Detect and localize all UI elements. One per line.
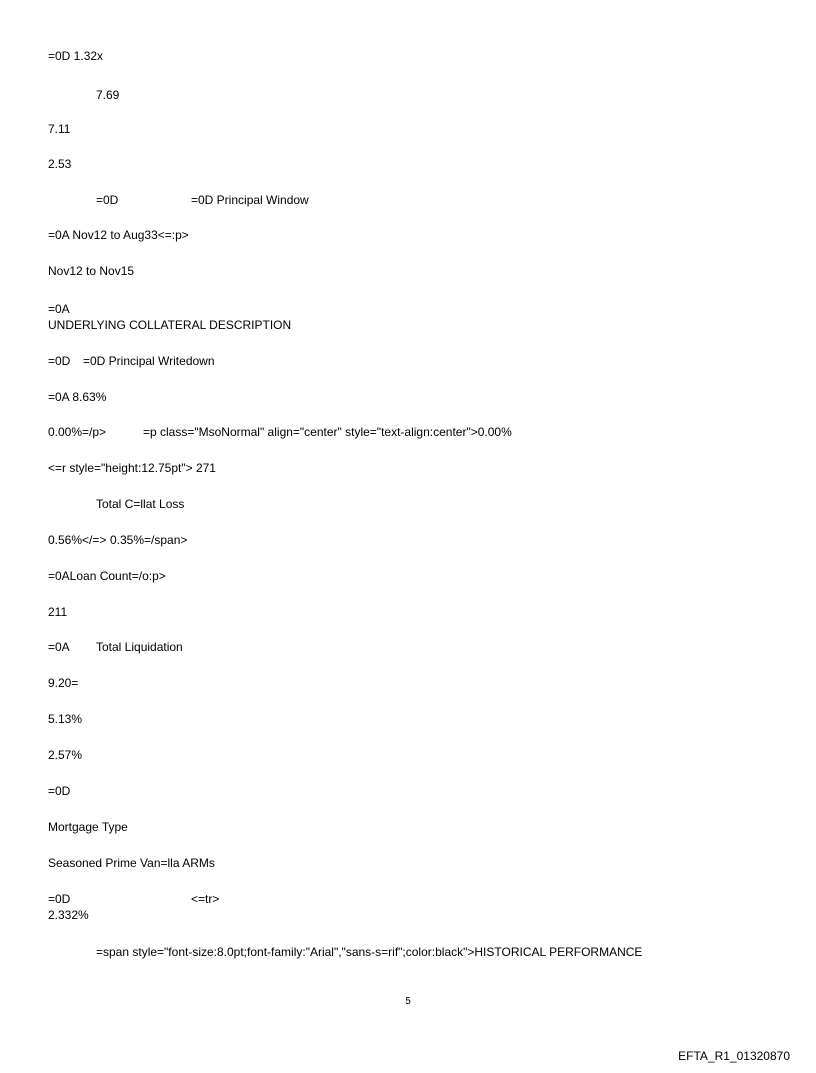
text-line: Seasoned Prime Van=lla ARMs xyxy=(48,856,215,870)
text-line: 2.332% xyxy=(48,908,89,922)
text-segment: =p class="MsoNormal" align="center" style="text-align:center">0.00% xyxy=(143,425,512,439)
text-line: =0ALoan Count=/o:p> xyxy=(48,569,166,583)
text-line: 7.11 xyxy=(48,122,71,136)
text-line: Mortgage Type xyxy=(48,820,128,834)
text-segment: =0D xyxy=(48,354,71,368)
text-segment: =0D xyxy=(96,193,119,207)
text-line: 9.20= xyxy=(48,676,79,690)
text-segment: 0.35%=/span> xyxy=(110,533,188,547)
text-line: =0A 8.63% xyxy=(48,390,107,404)
text-line: Nov12 to Nov15 xyxy=(48,264,135,278)
text-segment: =0D xyxy=(48,892,71,906)
text-segment: 0.00%=/p> xyxy=(48,425,107,439)
text-line: 5.13% xyxy=(48,712,83,726)
text-line: =0D 1.32x xyxy=(48,49,104,63)
text-line: =0A Nov12 to Aug33<=:p> xyxy=(48,228,189,242)
section-heading: UNDERLYING COLLATERAL DESCRIPTION xyxy=(48,318,292,332)
text-line: 2.53 xyxy=(48,157,72,171)
text-line: Total C=llat Loss xyxy=(96,497,185,511)
text-segment: =0A xyxy=(48,640,70,654)
document-id: EFTA_R1_01320870 xyxy=(678,1049,790,1063)
text-line: =0D xyxy=(48,784,71,798)
text-line: <=r style="height:12.75pt"> 271 xyxy=(48,461,216,475)
text-segment: =0D Principal Writedown xyxy=(83,354,215,368)
text-line: =0A xyxy=(48,302,70,316)
text-segment: Total Liquidation xyxy=(96,640,183,654)
text-line: =span style="font-size:8.0pt;font-family:"Arial","sans-s=rif";color:black">HISTORICAL PERFORMANCE xyxy=(96,945,643,959)
text-line: 7.69 xyxy=(96,88,120,102)
text-segment: <=tr> xyxy=(191,892,220,906)
text-segment: =0D Principal Window xyxy=(191,193,309,207)
text-segment: 0.56%</=> xyxy=(48,533,107,547)
text-line: 2.57% xyxy=(48,748,83,762)
text-line: 211 xyxy=(48,605,68,619)
page-number: 5 xyxy=(405,996,411,1007)
